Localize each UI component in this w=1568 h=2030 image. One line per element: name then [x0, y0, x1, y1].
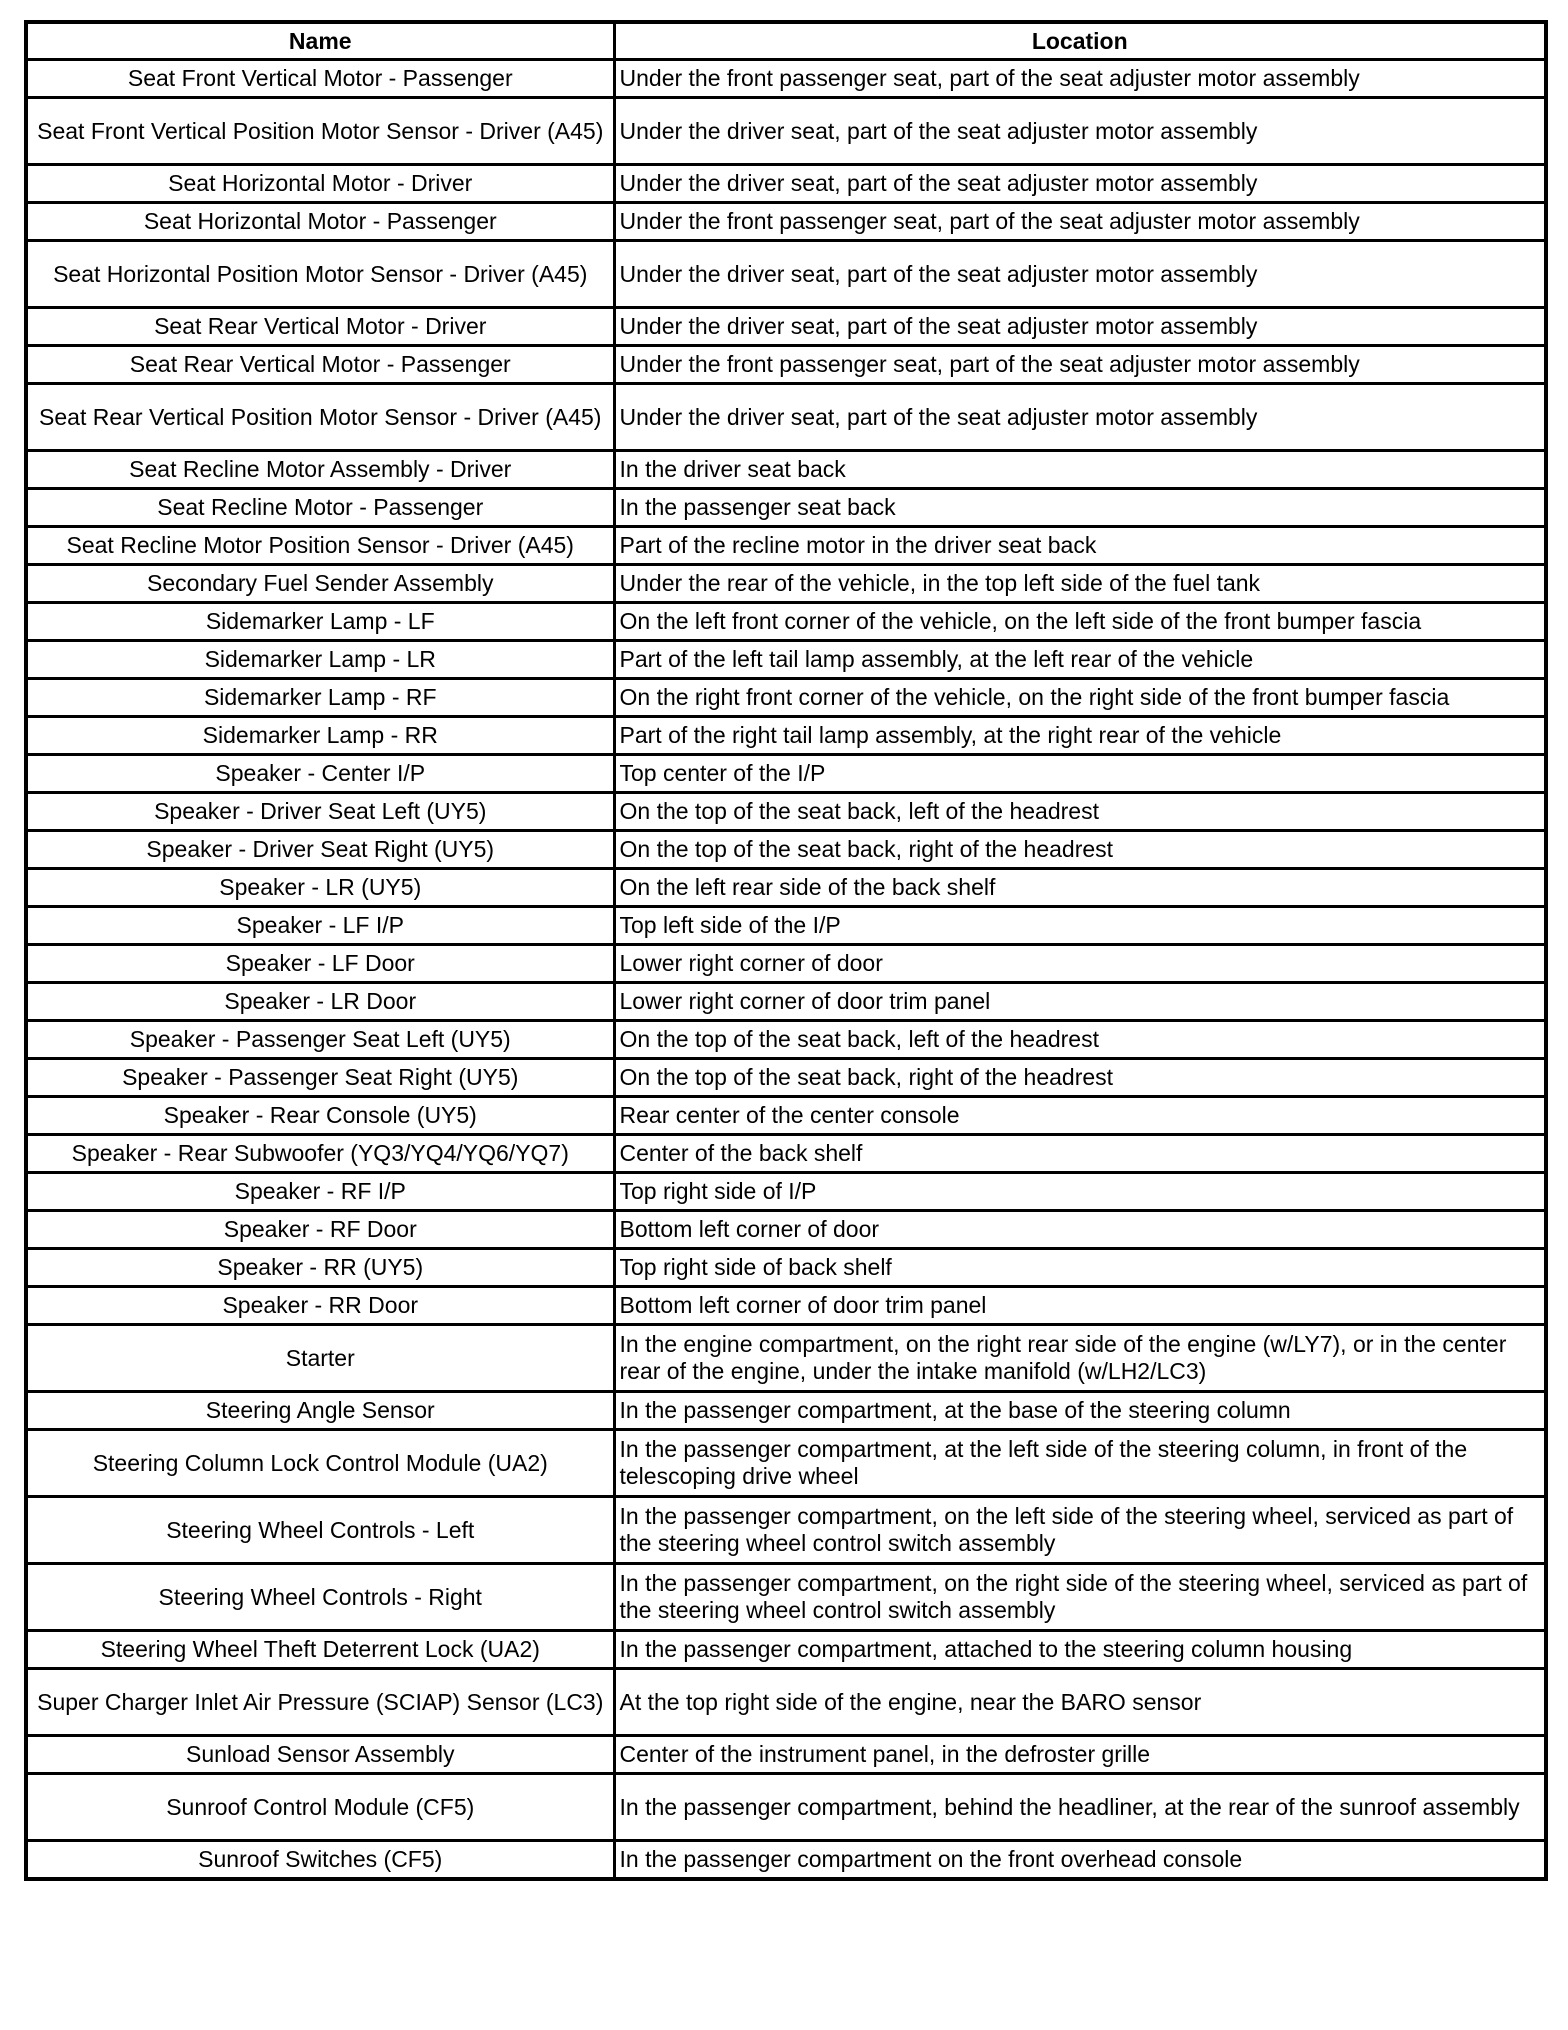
table-row	[26, 755, 1546, 793]
component-location-cell: In the passenger compartment, on the right side of the steering wheel, serviced as part of the steering wheel control switch assembly	[614, 1564, 1546, 1631]
column-header-location: Location	[614, 22, 1546, 60]
component-name-cell: Speaker - LF I/P	[26, 907, 614, 945]
component-name-cell: Speaker - LR Door	[26, 983, 614, 1021]
component-name-cell: Sidemarker Lamp - LR	[26, 641, 614, 679]
component-location-cell: In the passenger compartment, at the left side of the steering column, in front of the telescoping drive wheel	[614, 1430, 1546, 1497]
component-location-cell: On the top of the seat back, right of the headrest	[614, 1059, 1546, 1097]
component-location-cell: Center of the instrument panel, in the defroster grille	[614, 1736, 1546, 1774]
component-location-cell: Center of the back shelf	[614, 1135, 1546, 1173]
component-location-cell: In the passenger seat back	[614, 489, 1546, 527]
component-location-cell: On the top of the seat back, left of the headrest	[614, 1021, 1546, 1059]
component-location-cell: Under the driver seat, part of the seat adjuster motor assembly	[614, 165, 1546, 203]
table-row	[26, 308, 1546, 346]
component-location-table	[24, 20, 1548, 1881]
table-row	[26, 793, 1546, 831]
component-location-cell: Under the driver seat, part of the seat adjuster motor assembly	[614, 384, 1546, 451]
table-row	[26, 983, 1546, 1021]
table-row	[26, 679, 1546, 717]
component-location-cell: Under the driver seat, part of the seat adjuster motor assembly	[614, 241, 1546, 308]
component-name-cell: Sidemarker Lamp - LF	[26, 603, 614, 641]
component-location-cell: In the passenger compartment, attached to the steering column housing	[614, 1631, 1546, 1669]
component-location-cell: In the passenger compartment, on the left side of the steering wheel, serviced as part of the steering wheel control switch assembly	[614, 1497, 1546, 1564]
component-location-cell: Part of the right tail lamp assembly, at the right rear of the vehicle	[614, 717, 1546, 755]
table-row	[26, 165, 1546, 203]
component-name-cell: Sidemarker Lamp - RF	[26, 679, 614, 717]
component-location-cell: On the left rear side of the back shelf	[614, 869, 1546, 907]
component-location-cell: On the top of the seat back, left of the headrest	[614, 793, 1546, 831]
table-row	[26, 1430, 1546, 1497]
table-row	[26, 1392, 1546, 1430]
component-location-cell: Top right side of I/P	[614, 1173, 1546, 1211]
table-row	[26, 1173, 1546, 1211]
component-location-cell: Bottom left corner of door	[614, 1211, 1546, 1249]
component-location-cell: Lower right corner of door	[614, 945, 1546, 983]
table-row	[26, 1564, 1546, 1631]
table-row	[26, 98, 1546, 165]
component-location-cell: In the engine compartment, on the right rear side of the engine (w/LY7), or in the center rear of the engine, under the intake manifold (w/LH2/LC3)	[614, 1325, 1546, 1392]
component-name-cell: Steering Angle Sensor	[26, 1392, 614, 1430]
component-name-cell: Seat Rear Vertical Motor - Passenger	[26, 346, 614, 384]
table-row	[26, 451, 1546, 489]
table-row	[26, 1021, 1546, 1059]
component-name-cell: Speaker - Center I/P	[26, 755, 614, 793]
component-name-cell: Speaker - RR (UY5)	[26, 1249, 614, 1287]
component-location-cell: At the top right side of the engine, near the BARO sensor	[614, 1669, 1546, 1736]
component-location-cell: Top left side of the I/P	[614, 907, 1546, 945]
component-name-cell: Sunload Sensor Assembly	[26, 1736, 614, 1774]
component-location-cell: In the passenger compartment, behind the headliner, at the rear of the sunroof assembly	[614, 1774, 1546, 1841]
component-name-cell: Seat Horizontal Motor - Passenger	[26, 203, 614, 241]
table-row	[26, 203, 1546, 241]
component-name-cell: Seat Rear Vertical Motor - Driver	[26, 308, 614, 346]
component-location-cell: In the passenger compartment, at the base of the steering column	[614, 1392, 1546, 1430]
component-name-cell: Seat Front Vertical Motor - Passenger	[26, 60, 614, 98]
component-name-cell: Speaker - LR (UY5)	[26, 869, 614, 907]
component-name-cell: Sunroof Control Module (CF5)	[26, 1774, 614, 1841]
component-location-cell: In the driver seat back	[614, 451, 1546, 489]
component-name-cell: Secondary Fuel Sender Assembly	[26, 565, 614, 603]
table-body	[26, 60, 1546, 1880]
table-row	[26, 565, 1546, 603]
component-name-cell: Super Charger Inlet Air Pressure (SCIAP) Sensor (LC3)	[26, 1669, 614, 1736]
table-row	[26, 60, 1546, 98]
table-row	[26, 527, 1546, 565]
component-location-cell: Under the driver seat, part of the seat adjuster motor assembly	[614, 308, 1546, 346]
table-row	[26, 1325, 1546, 1392]
component-location-cell: Under the front passenger seat, part of the seat adjuster motor assembly	[614, 203, 1546, 241]
component-location-cell: Top right side of back shelf	[614, 1249, 1546, 1287]
table-row	[26, 1249, 1546, 1287]
component-location-cell: On the right front corner of the vehicle, on the right side of the front bumper fascia	[614, 679, 1546, 717]
component-name-cell: Speaker - RF I/P	[26, 1173, 614, 1211]
component-location-cell: Top center of the I/P	[614, 755, 1546, 793]
component-name-cell: Seat Recline Motor Assembly - Driver	[26, 451, 614, 489]
component-location-cell: In the passenger compartment on the front overhead console	[614, 1841, 1546, 1880]
table-row	[26, 1736, 1546, 1774]
component-name-cell: Speaker - RF Door	[26, 1211, 614, 1249]
table-row	[26, 1841, 1546, 1880]
component-name-cell: Speaker - Rear Subwoofer (YQ3/YQ4/YQ6/YQ7)	[26, 1135, 614, 1173]
component-name-cell: Speaker - LF Door	[26, 945, 614, 983]
component-location-cell: Under the front passenger seat, part of the seat adjuster motor assembly	[614, 346, 1546, 384]
table-row	[26, 1774, 1546, 1841]
component-location-cell: Lower right corner of door trim panel	[614, 983, 1546, 1021]
component-name-cell: Seat Front Vertical Position Motor Sensor - Driver (A45)	[26, 98, 614, 165]
component-name-cell: Speaker - Driver Seat Left (UY5)	[26, 793, 614, 831]
component-location-cell: Under the rear of the vehicle, in the top left side of the fuel tank	[614, 565, 1546, 603]
table-row	[26, 869, 1546, 907]
component-location-cell: Part of the left tail lamp assembly, at the left rear of the vehicle	[614, 641, 1546, 679]
table-row	[26, 1287, 1546, 1325]
component-name-cell: Steering Wheel Theft Deterrent Lock (UA2)	[26, 1631, 614, 1669]
table-row	[26, 346, 1546, 384]
component-name-cell: Sunroof Switches (CF5)	[26, 1841, 614, 1880]
table-row	[26, 384, 1546, 451]
component-location-cell: Part of the recline motor in the driver seat back	[614, 527, 1546, 565]
component-name-cell: Speaker - Passenger Seat Right (UY5)	[26, 1059, 614, 1097]
component-name-cell: Steering Wheel Controls - Left	[26, 1497, 614, 1564]
component-name-cell: Starter	[26, 1325, 614, 1392]
component-name-cell: Steering Column Lock Control Module (UA2)	[26, 1430, 614, 1497]
table-row	[26, 603, 1546, 641]
table-row	[26, 1631, 1546, 1669]
component-name-cell: Speaker - Passenger Seat Left (UY5)	[26, 1021, 614, 1059]
table-row	[26, 241, 1546, 308]
component-name-cell: Seat Horizontal Motor - Driver	[26, 165, 614, 203]
component-name-cell: Sidemarker Lamp - RR	[26, 717, 614, 755]
column-header-name: Name	[26, 22, 614, 60]
table-row	[26, 1497, 1546, 1564]
table-row	[26, 641, 1546, 679]
component-name-cell: Seat Recline Motor Position Sensor - Driver (A45)	[26, 527, 614, 565]
component-location-table-container	[24, 20, 1544, 1881]
component-name-cell: Seat Rear Vertical Position Motor Sensor - Driver (A45)	[26, 384, 614, 451]
table-row	[26, 1059, 1546, 1097]
component-name-cell: Speaker - Rear Console (UY5)	[26, 1097, 614, 1135]
component-location-cell: Under the front passenger seat, part of the seat adjuster motor assembly	[614, 60, 1546, 98]
component-name-cell: Speaker - Driver Seat Right (UY5)	[26, 831, 614, 869]
table-row	[26, 1669, 1546, 1736]
table-row	[26, 1135, 1546, 1173]
table-row	[26, 717, 1546, 755]
component-location-cell: On the left front corner of the vehicle, on the left side of the front bumper fascia	[614, 603, 1546, 641]
component-name-cell: Speaker - RR Door	[26, 1287, 614, 1325]
table-row	[26, 1097, 1546, 1135]
component-location-cell: On the top of the seat back, right of the headrest	[614, 831, 1546, 869]
component-name-cell: Seat Recline Motor - Passenger	[26, 489, 614, 527]
table-row	[26, 489, 1546, 527]
component-name-cell: Steering Wheel Controls - Right	[26, 1564, 614, 1631]
table-row	[26, 831, 1546, 869]
component-location-cell: Under the driver seat, part of the seat adjuster motor assembly	[614, 98, 1546, 165]
component-name-cell: Seat Horizontal Position Motor Sensor - Driver (A45)	[26, 241, 614, 308]
table-row	[26, 945, 1546, 983]
component-location-cell: Bottom left corner of door trim panel	[614, 1287, 1546, 1325]
table-row	[26, 1211, 1546, 1249]
component-location-cell: Rear center of the center console	[614, 1097, 1546, 1135]
table-header-row	[26, 22, 1546, 60]
table-row	[26, 907, 1546, 945]
